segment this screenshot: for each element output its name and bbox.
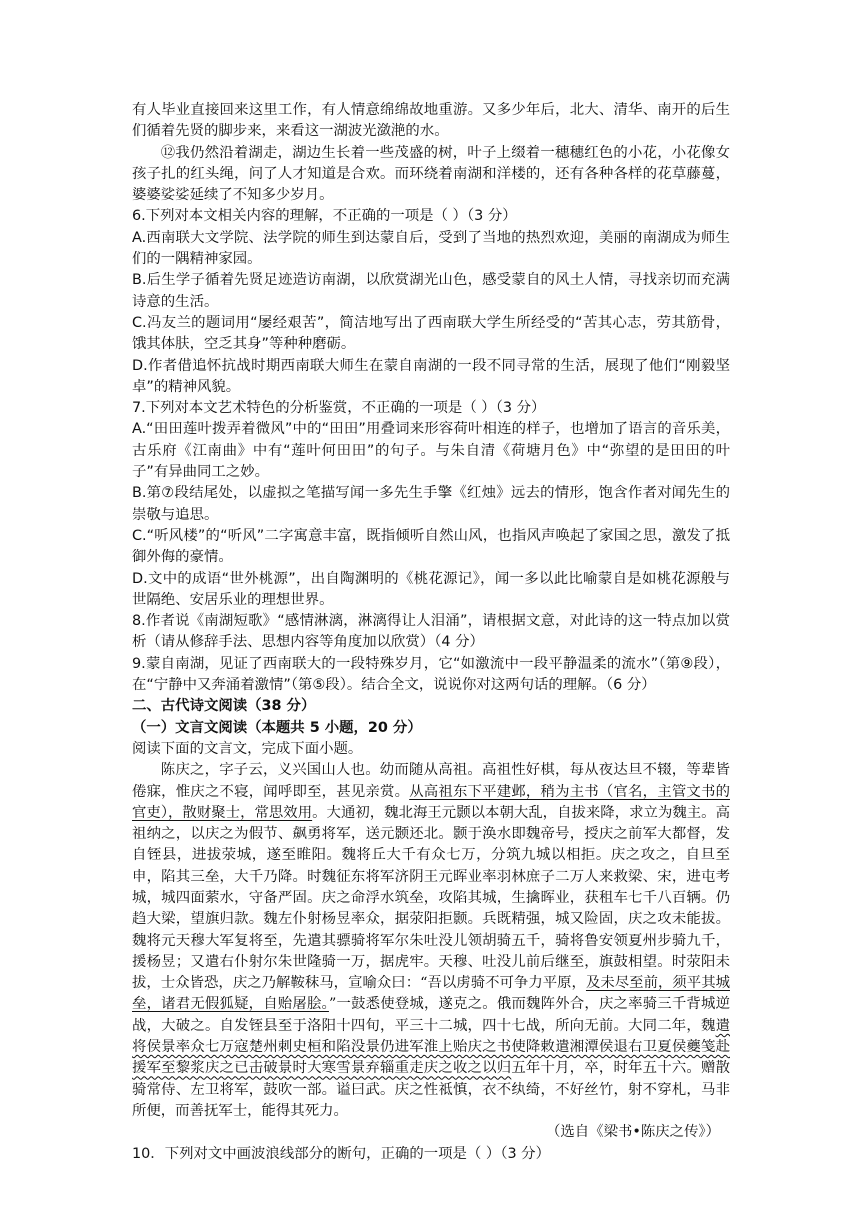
question-6-option-d: D.作者借追怀抗战时期西南联大师生在蒙自南湖的一段不同寻常的生活，展现了他们“刚毅坚卓”的精神风貌。 — [132, 357, 730, 395]
reading-instruction: 阅读下面的文言文，完成下面小题。 — [132, 740, 363, 757]
section-2-subtitle: （一）文言文阅读（本题共 5 小题，20 分） — [132, 719, 422, 736]
exam-page — [132, 100, 730, 1165]
question-7-option-d: D.文中的成语“世外桃源”，出自陶渊明的《桃花源记》，闻一多以此比喻蒙自是如桃花源般与世隔绝、安居乐业的理想世界。 — [132, 570, 730, 608]
question-7-option-b: B.第⑦段结尾处，以虚拟之笔描写闻一多先生手擎《红烛》远去的情形，饱含作者对闻先生的崇敬与追思。 — [132, 485, 730, 523]
question-7-option-c: C.“听风楼”的“听风”二字寓意丰富，既指倾听自然山风，也指风声唤起了家国之思，激发了抵御外侮的豪情。 — [132, 527, 730, 566]
question-6-option-b: B.后生学子循着先贤足迹造访南湖，以欣赏湖光山色，感受蒙自的风土人情，寻找亲切而充满诗意的生活。 — [132, 272, 730, 310]
passage-paragraph-12: ⑫我仍然沿着湖走，湖边生长着一些茂盛的树，叶子上缀着一穗穗红色的小花，小花像女孩子扎的红头绳，问了人才知道是合欢。而环绕着南湖和洋楼的，还有各种各样的花草藤蔓，婆婆娑娑延续了不知多少岁月。 — [132, 144, 730, 204]
passage-paragraph-11-end: 有人毕业直接回来这里工作，有人情意绵绵故地重游。又多少年后，北大、清华、南开的后生们循着先贤的脚步来，来看这一湖波光潋滟的水。 — [132, 102, 730, 140]
question-6-option-a: A.西南联大文学院、法学院的师生到达蒙自后，受到了当地的热烈欢迎，美丽的南湖成为师生们的一隅精神家园。 — [132, 229, 730, 268]
text-source: （选自《梁书•陈庆之传》） — [546, 1124, 720, 1141]
question-8: 8.作者说《南湖短歌》“感情淋漓，淋漓得让人泪涌”，请根据文意，对此诗的这一特点加以赏析（请从修辞手法、思想内容等角度加以欣赏）（4 分） — [132, 613, 730, 651]
classical-text-part-d: 五年十月，卒，时年五十六。赠散骑常侍、左卫将军，鼓吹一部。谥曰武。庆之性祗慎，衣不纨绮，不好丝竹，射不穿札，马非所便，而善抚军士，能得其死力。 — [132, 1060, 730, 1119]
question-9: 9.蒙自南湖，见证了西南联大的一段特殊岁月，它“如激流中一段平静温柔的流水”（第⑨段），在“宁静中又奔涌着激情”（第⑤段）。结合全文，说说你对这两句话的理解。（6 分） — [132, 655, 730, 694]
wavy-underlined-passage: 遣将侯景率众七万寇楚州刺史桓和陷没景仍进军淮上贻庆之书使降敕遣湘潭侯退右卫夏侯夔笺赴援军至黎浆庆之已击破景时大寒雪景弃辎重走庆之收之以归 — [132, 1017, 730, 1077]
classical-text-part-c: ”一鼓悉使登城，遂克之。俄而魏阵外合，庆之率骑三千背城逆战，大破之。自发铚县至于洛阳十四旬，平三十二城，四十七战，所向无前。大同二年，魏 — [132, 996, 730, 1034]
section-2-title: 二、古代诗文阅读（38 分） — [132, 698, 316, 715]
question-10-stem: 10．下列对文中画波浪线部分的断句，正确的一项是（ ）（3 分） — [132, 1145, 550, 1162]
classical-text-part-b: 。大通初，魏北海王元颢以本朝大乱，自拔来降，求立为魏主。高祖纳之，以庆之为假节、飙勇将军，送元颢还北。颢于涣水即魏帝号，授庆之前军大都督，发自铚县，进拔荥城，遂至睢阳。魏将丘大千有众七万，分筑九城以相拒。庆之攻之，自旦至申，陷其三垒，大千乃降。时魏征东将军济阴王元晖业率羽林庶子二万人来救梁、宋，进屯考城，城四面萦水，守备严固。庆之命浮水筑垒，攻陷其城，生擒晖业，获租车七千八百辆。仍趋大梁，望旗归款。魏左仆射杨昱率众，据荥阳拒颢。兵既精强，城又险固，庆之攻未能拔。魏将元天穆大军复将至，先遣其骠骑将军尔朱吐没儿领胡骑五千，骑将鲁安领夏州步骑九千，援杨昱；又遣右仆射尔朱世隆骑一万，据虎牢。天穆、吐没儿前后继至，旗鼓相望。时荥阳未拔，士众皆恐，庆之乃解鞍秣马，宣喻众曰：“吾以虏骑不可争力平原， — [132, 804, 730, 992]
classical-text-part-a: 陈庆之，字子云，义兴国山人也。幼而随从高祖。高祖性好棋，每从夜达旦不辍，等辈皆倦寐，惟庆之不寝，闻呼即至，甚见亲赏。 — [132, 762, 730, 800]
underlined-sentence-1: 从高祖东下平建邺，稍为主书（官名，主管文书的官吏），散财聚士，常思效用 — [132, 783, 730, 821]
question-6-stem: 6.下列对本文相关内容的理解，不正确的一项是（ ）（3 分） — [132, 208, 517, 225]
question-7-stem: 7.下列对本文艺术特色的分析鉴赏，不正确的一项是（ ）（3 分） — [132, 400, 546, 417]
question-6-option-c: C.冯友兰的题词用“屡经艰苦”，简洁地写出了西南联大学生所经受的“苦其心志，劳其筋骨，饿其体肤，空乏其身”等种种磨砺。 — [132, 314, 730, 353]
question-7-option-a: A.“田田莲叶拨弄着微风”中的“田田”用叠词来形容荷叶相连的样子，也增加了语言的音乐美，古乐府《江南曲》中有“莲叶何田田”的句子。与朱自清《荷塘月色》中“弥望的是田田的叶子”有异曲同工之妙。 — [132, 421, 730, 481]
classical-text — [132, 760, 730, 1122]
underlined-sentence-2: 及未尽至前，须平其城垒，诸君无假狐疑，自贻屠脍。 — [132, 975, 730, 1013]
